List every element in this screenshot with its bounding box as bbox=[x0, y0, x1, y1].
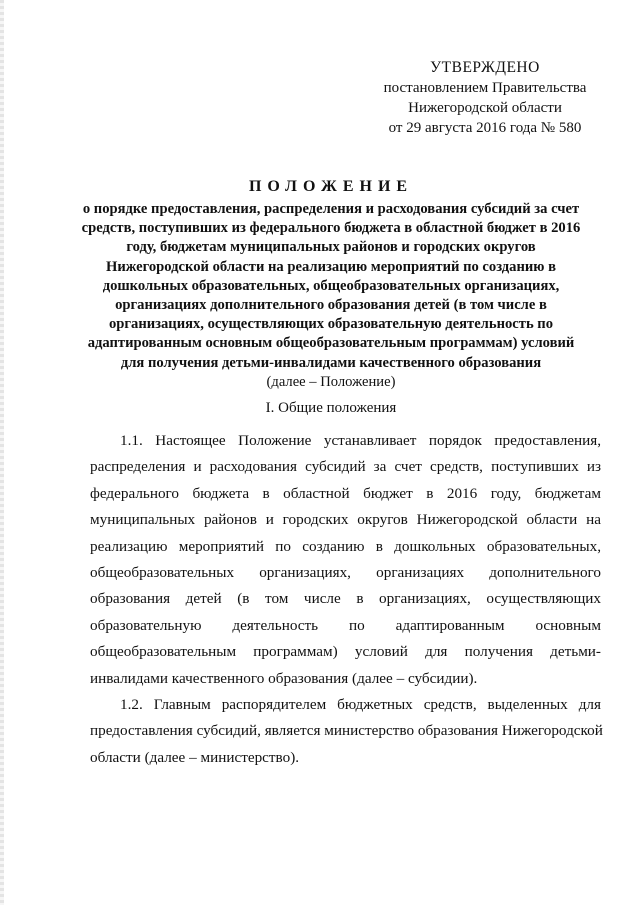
paragraph-line: общеобразовательных организациях, организациях дополнительного bbox=[90, 564, 601, 582]
approval-block bbox=[360, 58, 610, 138]
paragraph-line: образовательную деятельность по адаптированным основным bbox=[90, 616, 601, 634]
paragraph-line: 1.1. Настоящее Положение устанавливает порядок предоставления, bbox=[120, 432, 601, 449]
paragraph-1-1 bbox=[90, 428, 601, 692]
section-body bbox=[90, 428, 601, 771]
paragraph-line: распределения и расходования субсидий за счет средств, поступивших из bbox=[90, 458, 601, 476]
document-title: ПОЛОЖЕНИЕ bbox=[248, 178, 414, 195]
document-note: (далее – Положение) bbox=[266, 373, 396, 390]
subtitle-line: дошкольных образовательных, общеобразовательных организациях, bbox=[102, 277, 560, 294]
paragraph-line: реализацию мероприятий по созданию в дошкольных образовательных, bbox=[90, 537, 601, 555]
paragraph-line: 1.2. Главным распорядителем бюджетных средств, выделенных для bbox=[120, 696, 601, 714]
approval-heading: УТВЕРЖДЕНО bbox=[430, 59, 540, 76]
document-subtitle bbox=[60, 200, 602, 373]
subtitle-line: адаптированным основным общеобразовательным программам) условий bbox=[87, 335, 575, 352]
approval-line-1: постановлением Правительства bbox=[383, 80, 587, 96]
subtitle-line: о порядке предоставления, распределения и расходования субсидий за счет bbox=[82, 201, 580, 217]
document-title-block bbox=[60, 176, 602, 392]
paragraph-1-2 bbox=[90, 692, 601, 771]
subtitle-line: организациях, осуществляющих образовательную деятельность по bbox=[108, 316, 554, 333]
paragraph-line: образования детей (в том числе в организациях, осуществляющих bbox=[90, 590, 601, 608]
paragraph-line: области (далее – министерство). bbox=[90, 748, 300, 766]
scan-edge bbox=[0, 0, 4, 905]
paragraph-line: муниципальных районов и городских округов Нижегородской области на bbox=[90, 511, 601, 529]
paragraph-line: общеобразовательным программам) условий для получения детьми- bbox=[90, 643, 601, 661]
section-heading: I. Общие положения bbox=[265, 400, 397, 416]
paragraph-line: федерального бюджета в областной бюджет в 2016 году, бюджетам bbox=[90, 484, 601, 502]
approval-line-3: от 29 августа 2016 года № 580 bbox=[388, 120, 582, 136]
subtitle-line: году, бюджетам муниципальных районов и городских округов bbox=[126, 239, 536, 256]
paragraph-line: предоставления субсидий, является министерство образования Нижегородской bbox=[90, 722, 603, 740]
subtitle-line: для получения детьми-инвалидами качественного образования bbox=[120, 354, 542, 371]
paragraph-line: инвалидами качественного образования (далее – субсидии). bbox=[90, 669, 478, 687]
approval-line-2: Нижегородской области bbox=[408, 100, 562, 116]
subtitle-line: средств, поступивших из федерального бюджета в областной бюджет в 2016 bbox=[81, 220, 581, 237]
subtitle-line: Нижегородской области на реализацию мероприятий по созданию в bbox=[106, 258, 556, 275]
subtitle-line: организациях дополнительного образования детей (в том числе в bbox=[115, 297, 547, 314]
